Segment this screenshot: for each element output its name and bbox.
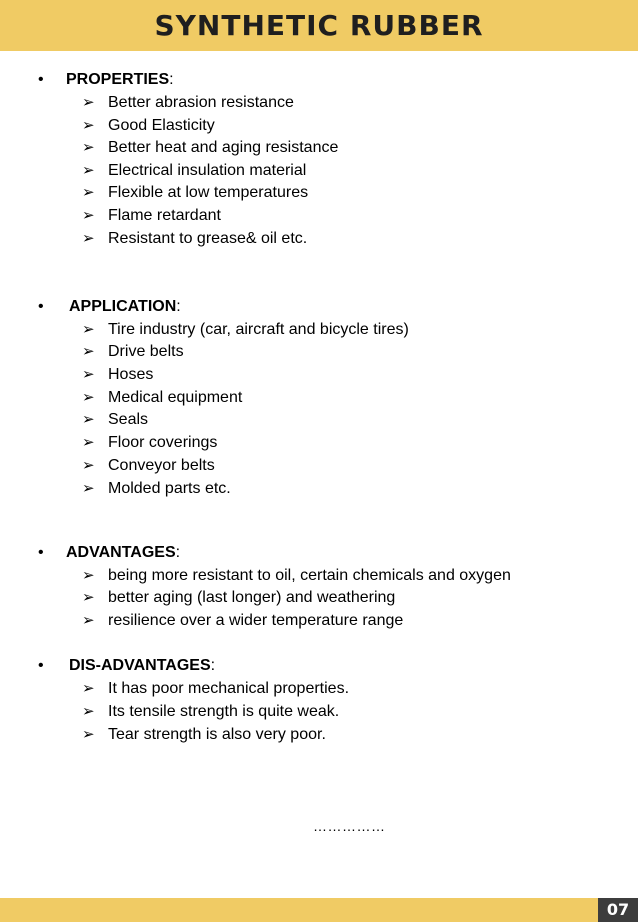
list-item-text: Flexible at low temperatures [108,184,309,201]
list-item [82,479,231,499]
arrow-bullet-icon: ➢ [82,703,95,720]
list-item-text: Flame retardant [108,207,221,224]
page-number: 07 [598,898,638,922]
list-item [82,93,294,113]
heading-colon: : [169,71,174,88]
list-item [82,342,184,362]
heading-colon: : [176,298,181,315]
list-item [82,388,242,408]
arrow-bullet-icon: ➢ [82,207,95,224]
list-item-text: Molded parts etc. [108,480,231,497]
arrow-bullet-icon: ➢ [82,117,95,134]
list-item-text: resilience over a wider temperature range [108,612,404,629]
arrow-bullet-icon: ➢ [82,457,95,474]
heading-colon: : [210,657,216,674]
heading-colon: : [175,544,181,561]
arrow-bullet-icon: ➢ [82,343,95,360]
arrow-bullet-icon: ➢ [82,434,95,451]
list-item-text: Electrical insulation material [108,162,307,179]
list-item [82,116,215,136]
list-item [82,320,409,340]
list-item-text: better aging (last longer) and weathering [108,589,396,606]
list-item [82,433,217,453]
heading-text: APPLICATION [69,298,177,315]
list-item [82,679,349,699]
list-item-text: Seals [108,411,149,428]
heading-text: PROPERTIES [66,71,170,88]
page-header [0,0,638,51]
arrow-bullet-icon: ➢ [82,321,95,338]
arrow-bullet-icon: ➢ [82,612,95,629]
list-item-text: Its tensile strength is quite weak. [108,703,340,720]
heading-text: ADVANTAGES [66,544,176,561]
arrow-bullet-icon: ➢ [82,411,95,428]
bullet-icon: • [38,544,44,561]
list-item [82,138,338,158]
arrow-bullet-icon: ➢ [82,139,95,156]
arrow-bullet-icon: ➢ [82,184,95,201]
list-item [82,206,221,226]
list-item [82,229,307,249]
list-item [82,566,511,586]
section-heading-properties [38,70,174,90]
arrow-bullet-icon: ➢ [82,366,95,383]
list-item-text: Medical equipment [108,389,243,406]
list-item [82,611,403,631]
bullet-icon: • [38,657,44,674]
arrow-bullet-icon: ➢ [82,94,95,111]
bullet-icon: • [38,71,44,88]
arrow-bullet-icon: ➢ [82,230,95,247]
section-heading-advantages [38,543,180,563]
list-item [82,365,153,385]
list-item-text: Tear strength is also very poor. [108,726,326,743]
arrow-bullet-icon: ➢ [82,589,95,606]
list-item-text: Tire industry (car, aircraft and bicycle tires) [108,321,409,338]
list-item-text: It has poor mechanical properties. [108,680,350,697]
section-heading-application [38,297,181,317]
page-footer [0,898,638,922]
arrow-bullet-icon: ➢ [82,567,95,584]
list-item [82,702,339,722]
list-item-text: Better heat and aging resistance [108,139,339,156]
arrow-bullet-icon: ➢ [82,680,95,697]
heading-text: DIS-ADVANTAGES [69,657,211,674]
section-heading-disadvantages [38,656,215,676]
list-item [82,588,395,608]
list-item-text: Resistant to grease& oil etc. [108,230,308,247]
list-item-text: Conveyor belts [108,457,215,474]
list-item-text: Hoses [108,366,154,383]
list-item-text: Good Elasticity [108,117,215,134]
list-item-text: Drive belts [108,343,184,360]
list-item [82,725,326,745]
arrow-bullet-icon: ➢ [82,389,95,406]
list-item-text: being more resistant to oil, certain chemicals and oxygen [108,567,511,584]
trailing-dots: …………… [313,818,386,834]
list-item-text: Floor coverings [108,434,218,451]
arrow-bullet-icon: ➢ [82,480,95,497]
bullet-icon: • [38,298,44,315]
list-item [82,410,148,430]
list-item [82,456,215,476]
page-title: SYNTHETIC RUBBER [154,9,484,42]
list-item-text: Better abrasion resistance [108,94,294,111]
list-item [82,183,308,203]
arrow-bullet-icon: ➢ [82,726,95,743]
list-item [82,161,306,181]
arrow-bullet-icon: ➢ [82,162,95,179]
